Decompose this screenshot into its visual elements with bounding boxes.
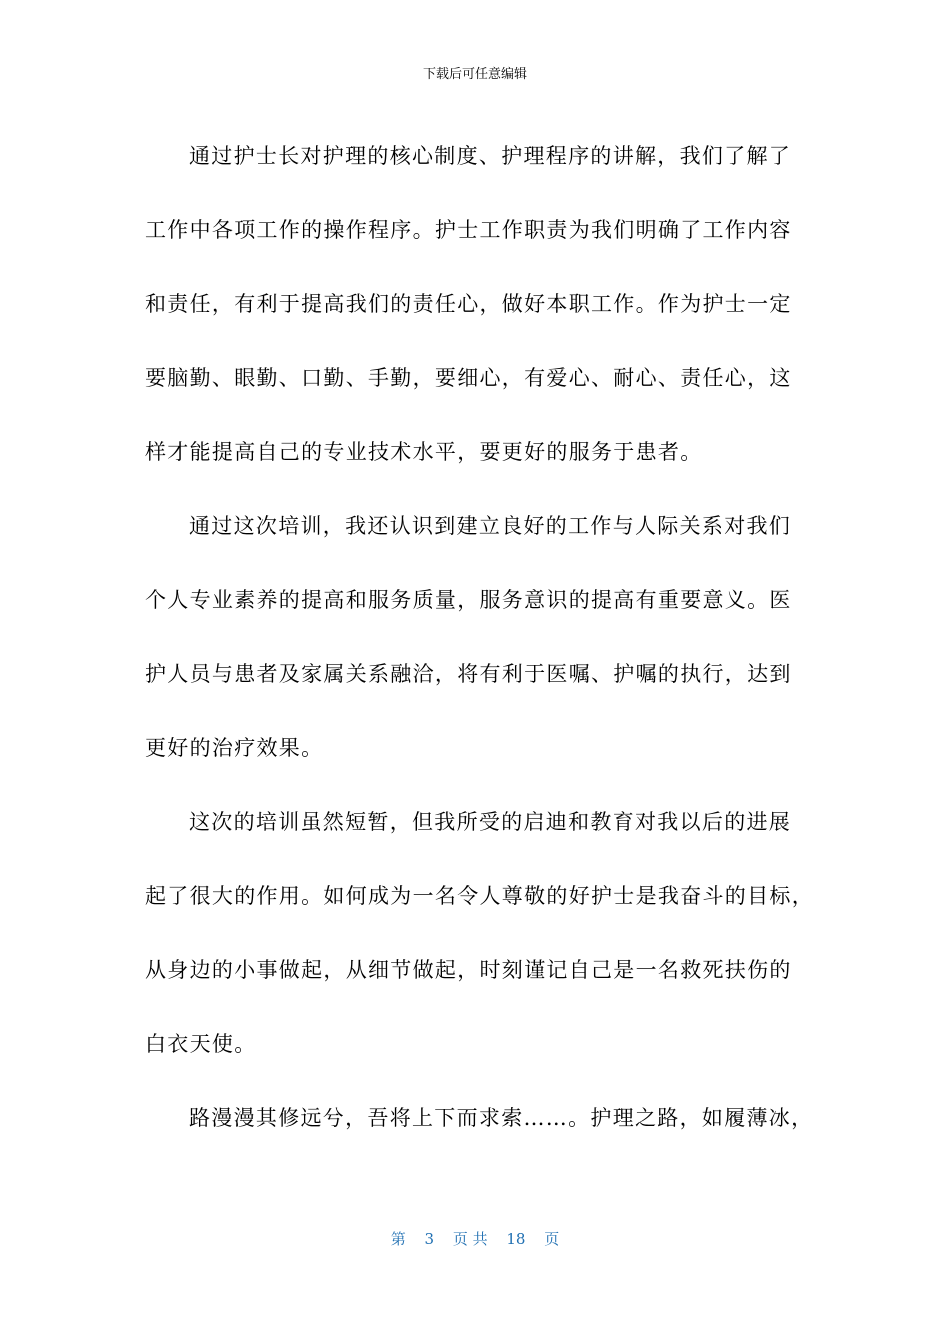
paragraph-2-line-2: 个人专业素养的提高和服务质量，服务意识的提高有重要意义。医 (145, 588, 792, 612)
paragraph-4-line-1: 路漫漫其修远兮，吾将上下而求索……。护理之路，如履薄冰， (189, 1106, 814, 1130)
paragraph-2-line-3: 护人员与患者及家属关系融洽，将有利于医嘱、护嘱的执行，达到 (145, 662, 792, 686)
footer-middle: 页 共 (452, 1230, 488, 1248)
paragraph-3-line-2: 起了很大的作用。如何成为一名令人尊敬的好护士是我奋斗的目标， (145, 884, 814, 908)
paragraph-3-line-4: 白衣天使。 (145, 1032, 257, 1056)
paragraph-1-line-1: 通过护士长对护理的核心制度、护理程序的讲解，我们了解了 (189, 144, 792, 168)
paragraph-1-line-4: 要脑勤、眼勤、口勤、手勤，要细心，有爱心、耐心、责任心，这 (145, 366, 792, 390)
footer-suffix: 页 (544, 1230, 560, 1248)
paragraph-2-line-1: 通过这次培训，我还认识到建立良好的工作与人际关系对我们 (189, 514, 792, 538)
paragraph-1-line-3: 和责任，有利于提高我们的责任心，做好本职工作。作为护士一定 (145, 292, 792, 316)
paragraph-2-line-4: 更好的治疗效果。 (145, 736, 324, 760)
paragraph-1-line-5: 样才能提高自己的专业技术水平，要更好的服务于患者。 (145, 440, 703, 464)
paragraph-3-line-1: 这次的培训虽然短暂，但我所受的启迪和教育对我以后的进展 (189, 810, 792, 834)
paragraph-1-line-2: 工作中各项工作的操作程序。护士工作职责为我们明确了工作内容 (145, 218, 792, 242)
footer-prefix: 第 (390, 1230, 406, 1248)
page-footer (0, 1230, 950, 1248)
footer-total-pages: 18 (506, 1230, 526, 1248)
footer-page-number: 3 (424, 1230, 435, 1248)
body-text (145, 119, 814, 1155)
page-header: 下载后可任意编辑 (422, 67, 527, 82)
paragraph-3-line-3: 从身边的小事做起，从细节做起，时刻谨记自己是一名救死扶伤的 (145, 958, 792, 982)
